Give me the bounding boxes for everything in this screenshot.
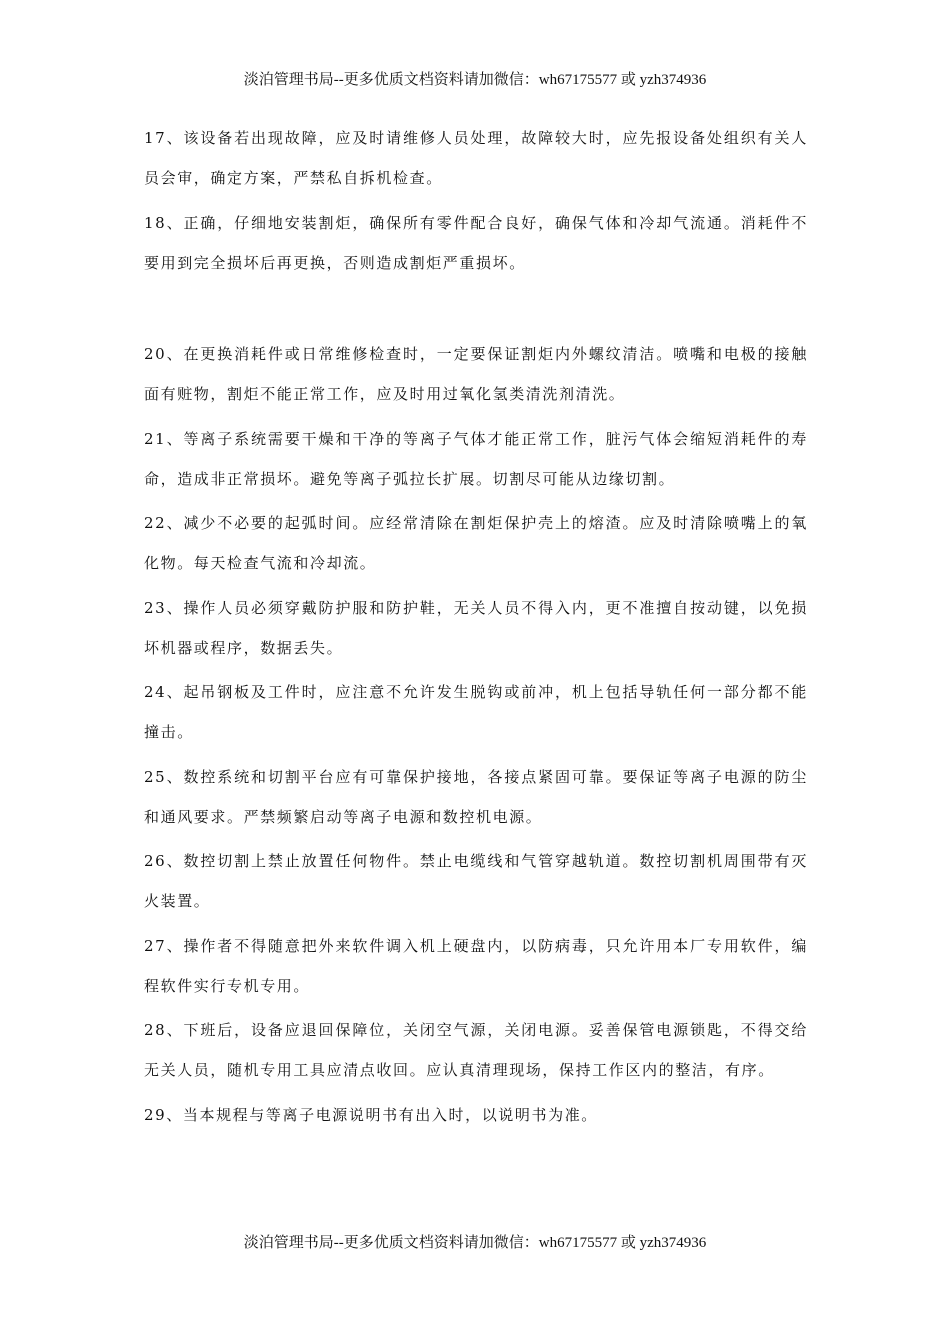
page-header: 淡泊管理书局--更多优质文档资料请加微信：wh67175577 或 yzh374936 <box>243 72 707 88</box>
paragraph-27: 27、操作者不得随意把外来软件调入机上硬盘内，以防病毒，只允许用本厂专用软件，编程软件实行专机专用。 <box>144 937 808 995</box>
paragraph-26: 26、数控切割上禁止放置任何物件。禁止电缆线和气管穿越轨道。数控切割机周围带有灭火装置。 <box>144 852 808 910</box>
paragraph-28: 28、下班后，设备应退回保障位，关闭空气源，关闭电源。妥善保管电源锁匙，不得交给无关人员，随机专用工具应清点收回。应认真清理现场，保持工作区内的整洁，有序。 <box>144 1021 808 1079</box>
page-footer: 淡泊管理书局--更多优质文档资料请加微信：wh67175577 或 yzh374936 <box>243 1235 707 1251</box>
paragraph-18: 18、正确，仔细地安装割炬，确保所有零件配合良好，确保气体和冷却气流通。消耗件不要用到完全损坏后再更换，否则造成割炬严重损坏。 <box>144 214 808 272</box>
paragraph-24: 24、起吊钢板及工件时，应注意不允许发生脱钩或前冲，机上包括导轨任何一部分都不能撞击。 <box>144 683 808 741</box>
paragraph-23: 23、操作人员必须穿戴防护服和防护鞋，无关人员不得入内，更不准擅自按动键，以免损坏机器或程序，数据丢失。 <box>144 599 808 657</box>
paragraph-21: 21、等离子系统需要干燥和干净的等离子气体才能正常工作，脏污气体会缩短消耗件的寿命，造成非正常损坏。避免等离子弧拉长扩展。切割尽可能从边缘切割。 <box>144 430 808 488</box>
paragraph-20: 20、在更换消耗件或日常维修检查时，一定要保证割炬内外螺纹清洁。喷嘴和电极的接触面有赃物，割炬不能正常工作，应及时用过氧化氢类清洗剂清洗。 <box>144 345 808 403</box>
paragraph-29: 29、当本规程与等离子电源说明书有出入时，以说明书为准。 <box>144 1106 598 1124</box>
paragraph-17: 17、该设备若出现故障，应及时请维修人员处理，故障较大时，应先报设备处组织有关人员会审，确定方案，严禁私自拆机检查。 <box>144 129 808 187</box>
paragraph-22: 22、减少不必要的起弧时间。应经常清除在割炬保护壳上的熔渣。应及时清除喷嘴上的氧化物。每天检查气流和冷却流。 <box>144 514 808 572</box>
paragraph-25: 25、数控系统和切割平台应有可靠保护接地，各接点紧固可靠。要保证等离子电源的防尘和通风要求。严禁频繁启动等离子电源和数控机电源。 <box>144 768 808 826</box>
